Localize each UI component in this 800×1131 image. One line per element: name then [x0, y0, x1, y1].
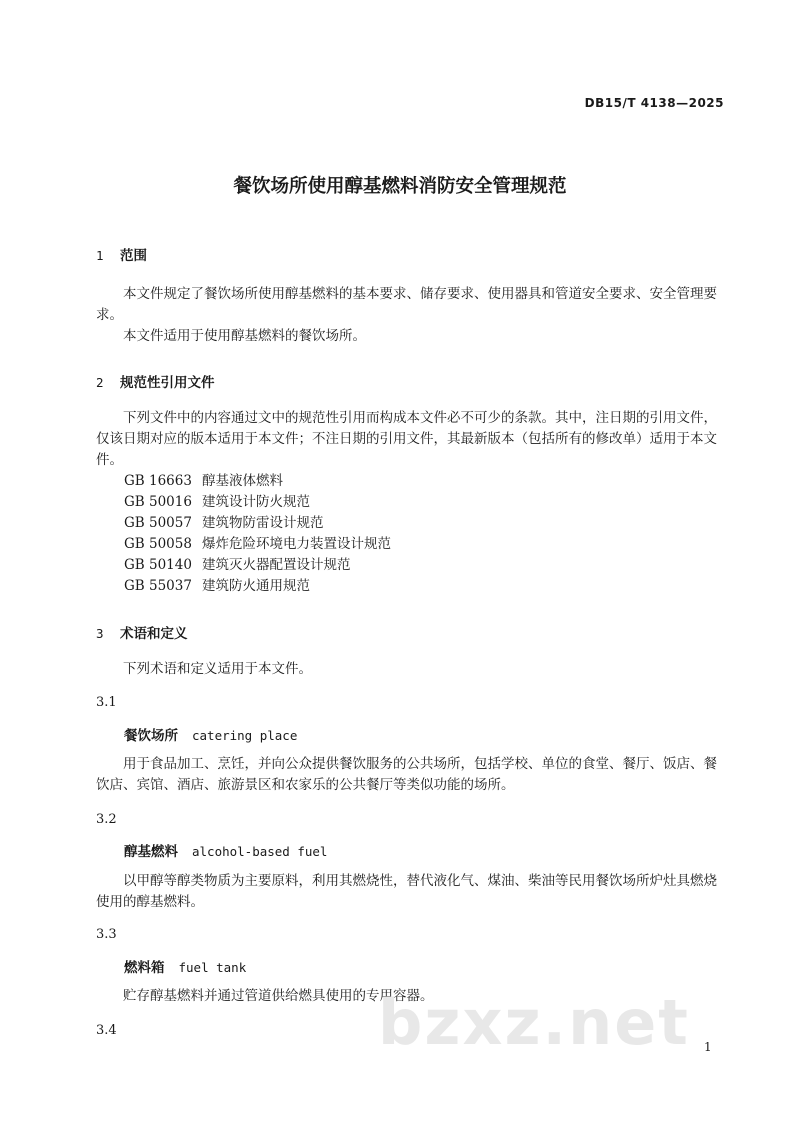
reference-code: GB 50058	[124, 536, 192, 552]
reference-item	[124, 492, 310, 513]
section-title: 术语和定义	[120, 626, 188, 642]
clause-number: 3.1	[96, 695, 117, 710]
term-chinese: 醇基燃料	[124, 844, 178, 860]
term-entry	[124, 724, 297, 744]
section-number: 1	[96, 248, 104, 263]
reference-code: GB 55037	[124, 578, 192, 594]
reference-name: 建筑灭火器配置设计规范	[202, 557, 351, 573]
section-number: 2	[96, 375, 104, 390]
clause-number: 3.3	[96, 927, 117, 942]
section-title: 范围	[120, 248, 147, 264]
term-entry	[124, 840, 327, 860]
terms-intro-paragraph: 下列术语和定义适用于本文件。	[123, 661, 312, 677]
reference-name: 醇基液体燃料	[202, 473, 283, 489]
term-english: alcohol-based fuel	[192, 844, 328, 859]
reference-item	[124, 471, 283, 492]
term-entry	[124, 956, 246, 976]
term-chinese: 餐饮场所	[124, 728, 178, 744]
term-english: catering place	[192, 728, 298, 743]
reference-code: GB 16663	[124, 473, 192, 489]
reference-code: GB 50140	[124, 557, 192, 573]
reference-item	[124, 576, 310, 597]
reference-name: 建筑防火通用规范	[202, 578, 310, 594]
term-definition: 用于食品加工、烹饪，并向公众提供餐饮服务的公共场所，包括学校、单位的食堂、餐厅、饭店、餐饮店、宾馆、酒店、旅游景区和农家乐的公共餐厅等类似功能的场所。	[96, 756, 717, 793]
document-title: 餐饮场所使用醇基燃料消防安全管理规范	[233, 176, 567, 197]
page-number: 1	[704, 1040, 712, 1054]
section-heading-terms-definitions	[96, 622, 188, 642]
reference-code: GB 50057	[124, 515, 192, 531]
section-heading-scope	[96, 244, 147, 264]
reference-item	[124, 513, 324, 534]
standard-code: DB15/T 4138—2025	[584, 96, 724, 110]
clause-number: 3.2	[96, 812, 117, 827]
section-number: 3	[96, 626, 104, 641]
scope-paragraph-1: 本文件规定了餐饮场所使用醇基燃料的基本要求、储存要求、使用器具和管道安全要求、安全管理要求。	[96, 286, 717, 323]
reference-name: 建筑物防雷设计规范	[202, 515, 324, 531]
scope-paragraph-2: 本文件适用于使用醇基燃料的餐饮场所。	[123, 328, 366, 344]
reference-item	[124, 534, 391, 555]
term-chinese: 燃料箱	[124, 960, 165, 976]
term-definition: 以甲醇等醇类物质为主要原料，利用其燃烧性，替代液化气、煤油、柴油等民用餐饮场所炉灶具燃烧使用的醇基燃料。	[96, 873, 717, 910]
section-title: 规范性引用文件	[120, 375, 215, 391]
term-definition: 贮存醇基燃料并通过管道供给燃具使用的专用容器。	[123, 988, 434, 1004]
clause-number: 3.4	[96, 1023, 117, 1038]
section-heading-normative-references	[96, 371, 215, 391]
reference-code: GB 50016	[124, 494, 192, 510]
reference-item	[124, 555, 351, 576]
site-watermark: bzxz.net	[378, 986, 690, 1059]
reference-name: 建筑设计防火规范	[202, 494, 310, 510]
reference-name: 爆炸危险环境电力装置设计规范	[202, 536, 391, 552]
references-intro-paragraph: 下列文件中的内容通过文中的规范性引用而构成本文件必不可少的条款。其中，注日期的引用文件，仅该日期对应的版本适用于本文件；不注日期的引用文件，其最新版本（包括所有的修改单）适用于本文件。	[96, 410, 717, 468]
term-english: fuel tank	[178, 960, 247, 975]
